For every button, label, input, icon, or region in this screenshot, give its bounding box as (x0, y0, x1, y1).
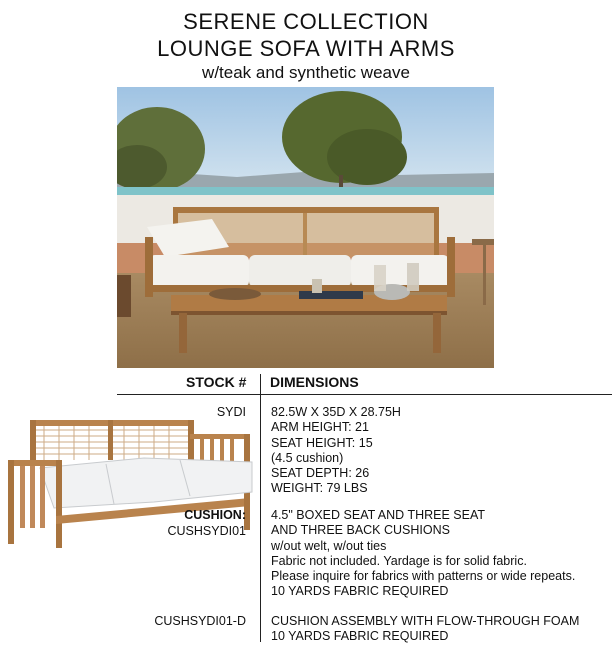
description-line: 10 YARDS FABRIC REQUIRED (271, 629, 449, 644)
cushion-label: CUSHION: (184, 508, 246, 522)
stock-number: CUSHSYDI01 (167, 524, 246, 538)
description-line: CUSHION ASSEMBLY WITH FLOW-THROUGH FOAM (271, 614, 580, 628)
dimensions-list (271, 405, 401, 497)
dimension-line: 82.5W X 35D X 28.75H (271, 405, 401, 419)
description-line: 10 YARDS FABRIC REQUIRED (271, 584, 449, 599)
stock-number: SYDI (216, 405, 246, 419)
product-subtitle: w/teak and synthetic weave (202, 63, 410, 82)
dimension-line: SEAT DEPTH: 26 (271, 466, 370, 481)
stock-number: CUSHSYDI01-D (154, 614, 246, 628)
description-line: Fabric not included. Yardage is for solid fabric. (271, 553, 527, 568)
cushion-assembly-description (271, 614, 579, 645)
dimension-line: SEAT HEIGHT: 15 (271, 435, 373, 450)
column-divider (260, 374, 261, 642)
description-line: 4.5" BOXED SEAT AND THREE SEAT (271, 508, 485, 522)
description-line: Please inquire for fabrics with patterns or wide repeats. (271, 569, 576, 584)
dimensions-column-header: DIMENSIONS (270, 374, 359, 390)
dimension-line: ARM HEIGHT: 21 (271, 420, 369, 435)
dimension-line: (4.5 cushion) (271, 450, 344, 465)
description-line: AND THREE BACK CUSHIONS (271, 523, 450, 538)
stock-column-header: STOCK # (186, 374, 247, 390)
description-line: w/out welt, w/out ties (271, 538, 387, 553)
collection-title: SERENE COLLECTION (183, 9, 429, 34)
lifestyle-photo (117, 87, 494, 368)
product-title: LOUNGE SOFA WITH ARMS (157, 36, 455, 61)
cushion-description (271, 508, 575, 600)
dimension-line: WEIGHT: 79 LBS (271, 481, 368, 496)
header-divider (117, 394, 612, 395)
